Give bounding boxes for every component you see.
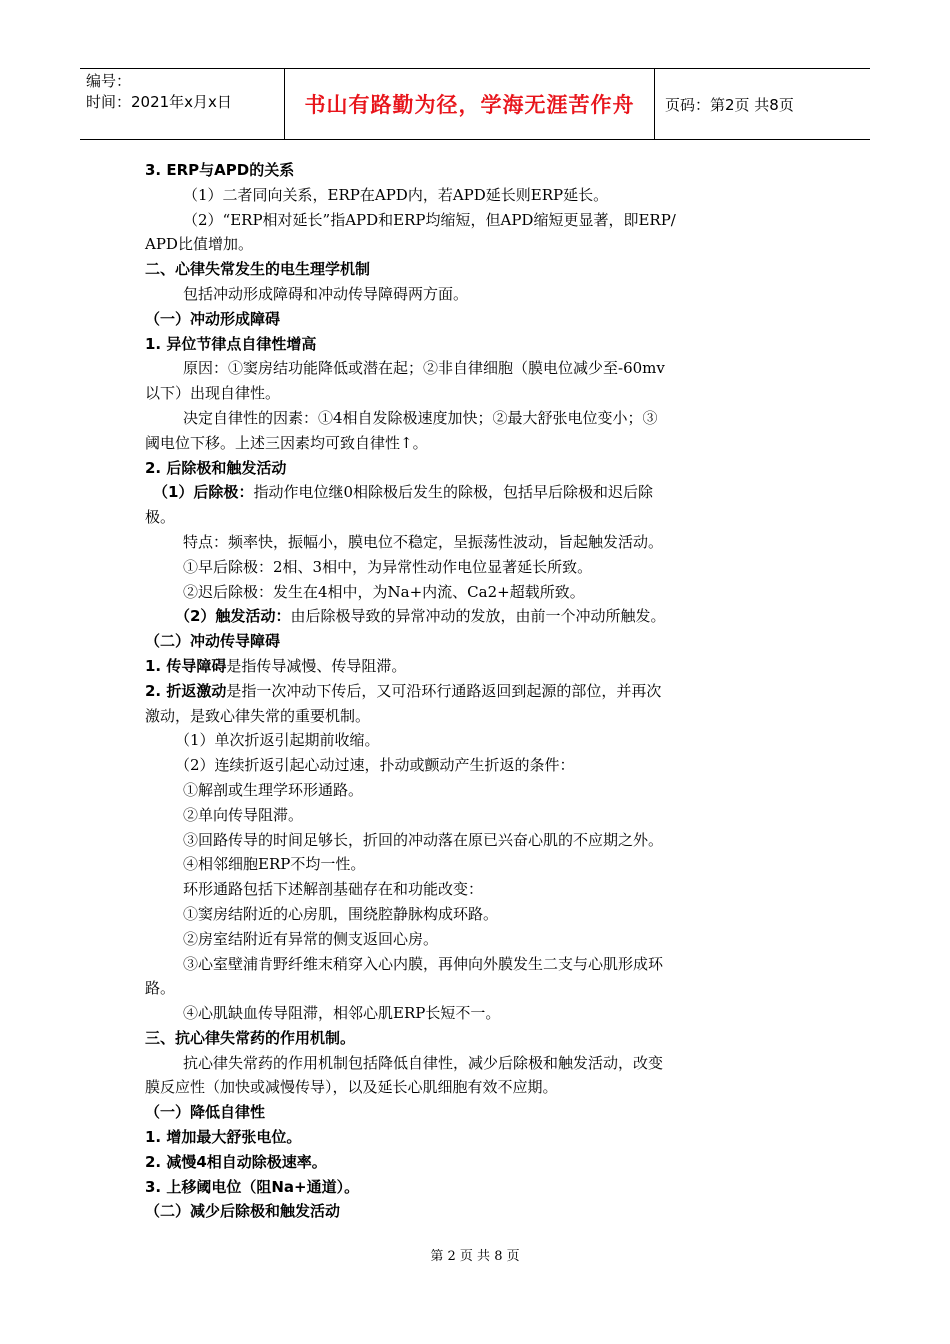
paragraph-line [145, 480, 810, 505]
paragraph-line: 原因：①窦房结功能降低或潜在起；②非自律细胞（膜电位减少至-60mv [183, 359, 665, 378]
paragraph-line: 路。 [145, 979, 176, 998]
paragraph-line: （2）“ERP相对延长”指APD和ERP均缩短，但APD缩短更显著，即ERP/ [183, 210, 676, 229]
term-reentry: 2. 折返激动 [145, 681, 227, 700]
time-label: 时间：2021年x月x日 [86, 93, 232, 111]
header-meta [80, 69, 285, 139]
number-label: 编号： [86, 72, 132, 90]
paragraph-line: 激动，是致心律失常的重要机制。 [145, 706, 371, 725]
subsection-heading: （二）冲动传导障碍 [145, 632, 281, 651]
paragraph-line: APD比值增加。 [145, 235, 253, 254]
list-item: ②房室结附近有异常的侧支返回心房。 [183, 929, 439, 948]
section-heading: 二、心律失常发生的电生理学机制 [145, 260, 371, 279]
section-heading: 3. ERP与APD的关系 [145, 161, 295, 179]
list-item: ②单向传导阻滞。 [183, 805, 304, 824]
document-body [145, 158, 810, 1224]
term-definition: 由后除极导致的异常冲动的发放，由前一个冲动所触发。 [290, 607, 666, 626]
paragraph-line: ①早后除极：2相、3相中，为异常性动作电位显著延长所致。 [183, 557, 593, 576]
subsection-heading: 2. 后除极和触发活动 [145, 458, 287, 477]
term-definition: 是指传导减慢、传导阻滞。 [226, 656, 407, 675]
paragraph-line: 膜反应性（加快或减慢传导），以及延长心肌细胞有效不应期。 [145, 1078, 558, 1097]
paragraph-line [145, 654, 810, 679]
term-triggered-activity: （2）触发活动： [175, 607, 291, 626]
list-item: ③回路传导的时间足够长，折回的冲动落在原已兴奋心肌的不应期之外。 [183, 830, 664, 849]
paragraph-line [145, 679, 810, 704]
term-conduction-block: 1. 传导障碍 [145, 656, 227, 675]
list-item: ①解剖或生理学环形通路。 [183, 780, 364, 799]
paragraph-line: 环形通路包括下述解剖基础存在和功能改变： [183, 880, 484, 899]
page-header [80, 68, 870, 140]
list-item: 2. 减慢4相自动除极速率。 [145, 1152, 327, 1171]
paragraph-line: 以下）出现自律性。 [145, 384, 281, 403]
section-heading: 三、抗心律失常药的作用机制。 [145, 1028, 356, 1047]
subsection-heading: 1. 异位节律点自律性增高 [145, 334, 317, 353]
paragraph-line: 极。 [145, 508, 176, 527]
list-item: 1. 增加最大舒张电位。 [145, 1128, 302, 1147]
page-footer: 第 2 页 共 8 页 [430, 1249, 520, 1264]
paragraph-line: 决定自律性的因素：①4相自发除极速度加快；②最大舒张电位变小；③ [183, 408, 658, 427]
paragraph-line: （1）二者同向关系，ERP在APD内，若APD延长则ERP延长。 [183, 185, 609, 204]
paragraph-line: （2）连续折返引起心动过速，扑动或颤动产生折返的条件： [175, 756, 575, 775]
header-motto: 书山有路勤为径，学海无涯苦作舟 [285, 69, 655, 139]
paragraph-line: 特点：频率快，振幅小，膜电位不稳定，呈振荡性波动，旨起触发活动。 [183, 532, 664, 551]
list-item: ①窦房结附近的心房肌，围绕腔静脉构成环路。 [183, 904, 499, 923]
term-definition: 指动作电位继0相除极后发生的除极，包括早后除极和迟后除 [253, 483, 653, 502]
subsection-heading: （一）降低自律性 [145, 1103, 266, 1122]
term-definition: 是指一次冲动下传后，又可沿环行通路返回到起源的部位，并再次 [226, 681, 662, 700]
list-item: ④心肌缺血传导阻滞，相邻心肌ERP长短不一。 [183, 1004, 501, 1023]
header-page-label: 页码：第2页 共8页 [665, 95, 794, 114]
list-item: ③心室壁浦肯野纤维末稍穿入心内膜，再伸向外膜发生二支与心肌形成环 [183, 954, 664, 973]
paragraph-line: 包括冲动形成障碍和冲动传导障碍两方面。 [183, 284, 469, 303]
term-after-depolarization: （1）后除极： [153, 483, 254, 502]
list-item: ④相邻细胞ERP不均一性。 [183, 855, 366, 874]
paragraph-line: 阈电位下移。上述三因素均可致自律性↑。 [145, 433, 428, 452]
paragraph-line: 抗心律失常药的作用机制包括降低自律性，减少后除极和触发活动，改变 [183, 1053, 664, 1072]
paragraph-line: ②迟后除极：发生在4相中，为Na+内流、Ca2+超载所致。 [183, 582, 585, 601]
subsection-heading: （二）减少后除极和触发活动 [145, 1202, 341, 1221]
paragraph-line: （1）单次折返引起期前收缩。 [175, 731, 380, 750]
list-item: 3. 上移阈电位（阻Na+通道）。 [145, 1177, 360, 1196]
paragraph-line [145, 604, 810, 629]
subsection-heading: （一）冲动形成障碍 [145, 309, 281, 328]
